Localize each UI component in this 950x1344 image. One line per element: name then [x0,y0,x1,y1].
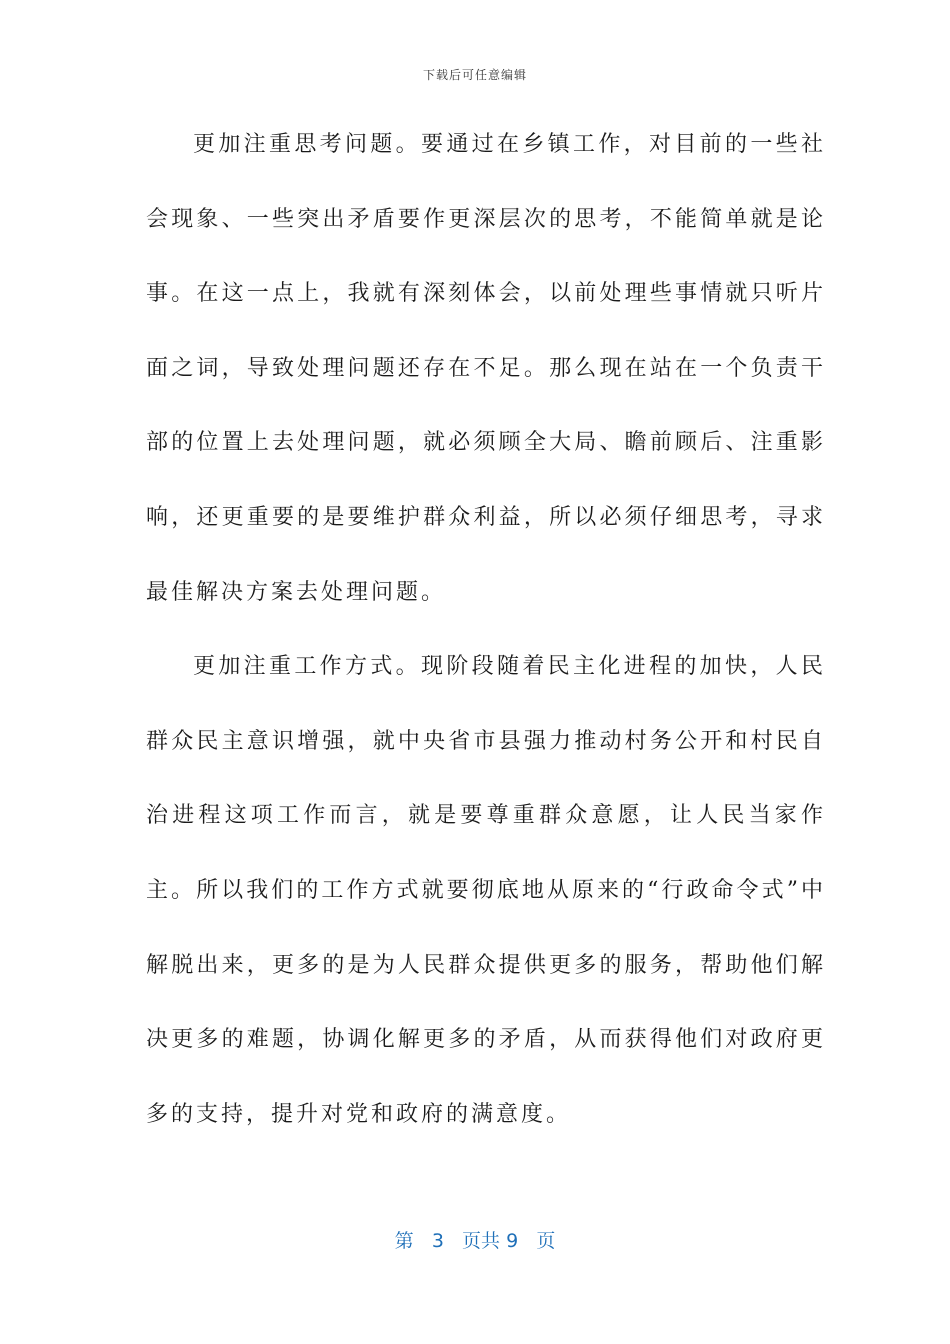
footer-suffix: 页 [536,1230,556,1252]
page-number-footer [0,1226,950,1253]
current-page-number: 3 [431,1230,444,1252]
paragraph-work-method: 更加注重工作方式。现阶段随着民主化进程的加快，人民群众民主意识增强，就中央省市县强力推动村务公开和村民自治进程这项工作而言，就是要尊重群众意愿，让人民当家作主。所以我们的工作方式就要彻底地从原来的“行政命令式”中解脱出来，更多的是为人民群众提供更多的服务，帮助他们解决更多的难题，协调化解更多的矛盾，从而获得他们对政府更多的支持，提升对党和政府的满意度。 [146,654,826,1127]
document-body [146,108,826,1152]
footer-prefix: 第 [394,1230,414,1252]
paragraph-thinking: 更加注重思考问题。要通过在乡镇工作，对目前的一些社会现象、一些突出矛盾要作更深层次的思考，不能简单就是论事。在这一点上，我就有深刻体会，以前处理些事情就只听片面之词，导致处理问题还存在不足。那么现在站在一个负责干部的位置上去处理问题，就必须顾全大局、瞻前顾后、注重影响，还更重要的是要维护群众利益，所以必须仔细思考，寻求最佳解决方案去处理问题。 [146,132,826,605]
footer-middle: 页共 [462,1230,501,1252]
total-pages-number: 9 [506,1230,519,1252]
header-note: 下载后可任意编辑 [422,68,527,82]
